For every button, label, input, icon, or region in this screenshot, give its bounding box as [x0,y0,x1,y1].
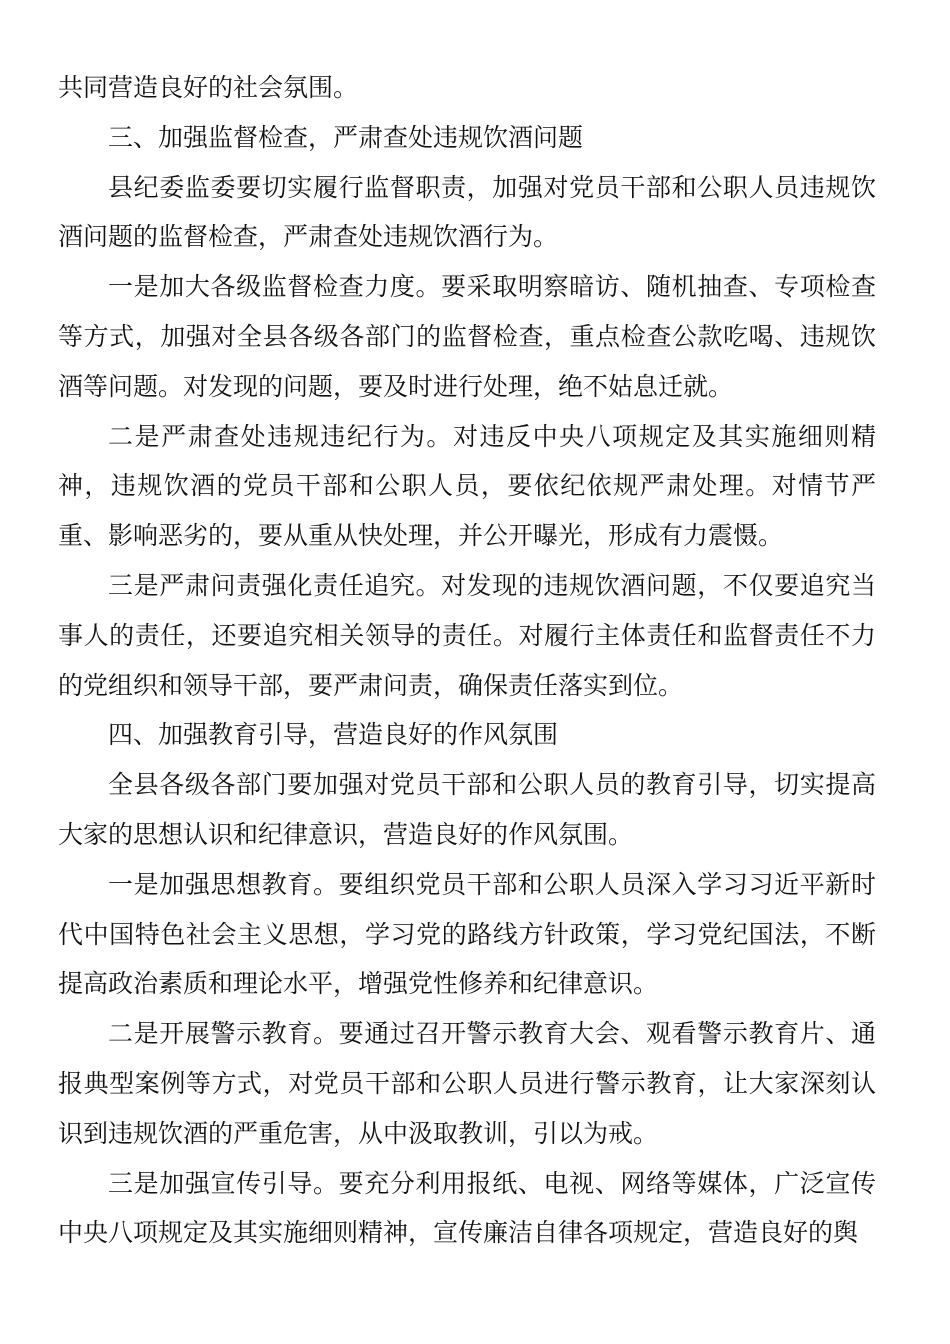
paragraph: 三是严肃问责强化责任追究。对发现的违规饮酒问题，不仅要追究当事人的责任，还要追究相关领导的责任。对履行主体责任和监督责任不力的党组织和领导干部，要严肃问责，确保责任落实到位。 [58,570,876,700]
paragraph: 二是开展警示教育。要通过召开警示教育大会、观看警示教育片、通报典型案例等方式，对党员干部和公职人员进行警示教育，让大家深刻认识到违规饮酒的严重危害，从中汲取教训，引以为戒。 [58,1019,876,1148]
paragraph: 二是严肃查处违规违纪行为。对违反中央八项规定及其实施细则精神，违规饮酒的党员干部和公职人员，要依纪依规严肃处理。对情节严重、影响恶劣的，要从重从快处理，并公开曝光，形成有力震慑。 [58,421,876,551]
paragraph: 县纪委监委要切实履行监督职责，加强对党员干部和公职人员违规饮酒问题的监督检查，严肃查处违规饮酒行为。 [58,172,876,252]
document-body [58,63,876,1258]
paragraph: 三是加强宣传引导。要充分利用报纸、电视、网络等媒体，广泛宣传中央八项规定及其实施细则精神，宣传廉洁自律各项规定，营造良好的舆 [58,1168,876,1248]
paragraph: 一是加强思想教育。要组织党员干部和公职人员深入学习习近平新时代中国特色社会主义思想，学习党的路线方针政策，学习党纪国法，不断提高政治素质和理论水平，增强党性修养和纪律意识。 [58,869,876,999]
paragraph: 全县各级各部门要加强对党员干部和公职人员的教育引导，切实提高大家的思想认识和纪律意识，营造良好的作风氛围。 [58,770,876,849]
paragraph-continuation: 共同营造良好的社会氛围。 [58,73,359,102]
section-heading-4: 四、加强教育引导，营造良好的作风氛围 [108,720,559,750]
section-heading-3: 三、加强监督检查，严肃查处违规饮酒问题 [108,122,584,152]
paragraph: 一是加大各级监督检查力度。要采取明察暗访、随机抽查、专项检查等方式，加强对全县各级各部门的监督检查，重点检查公款吃喝、违规饮酒等问题。对发现的问题，要及时进行处理，绝不姑息迁就。 [58,272,876,401]
